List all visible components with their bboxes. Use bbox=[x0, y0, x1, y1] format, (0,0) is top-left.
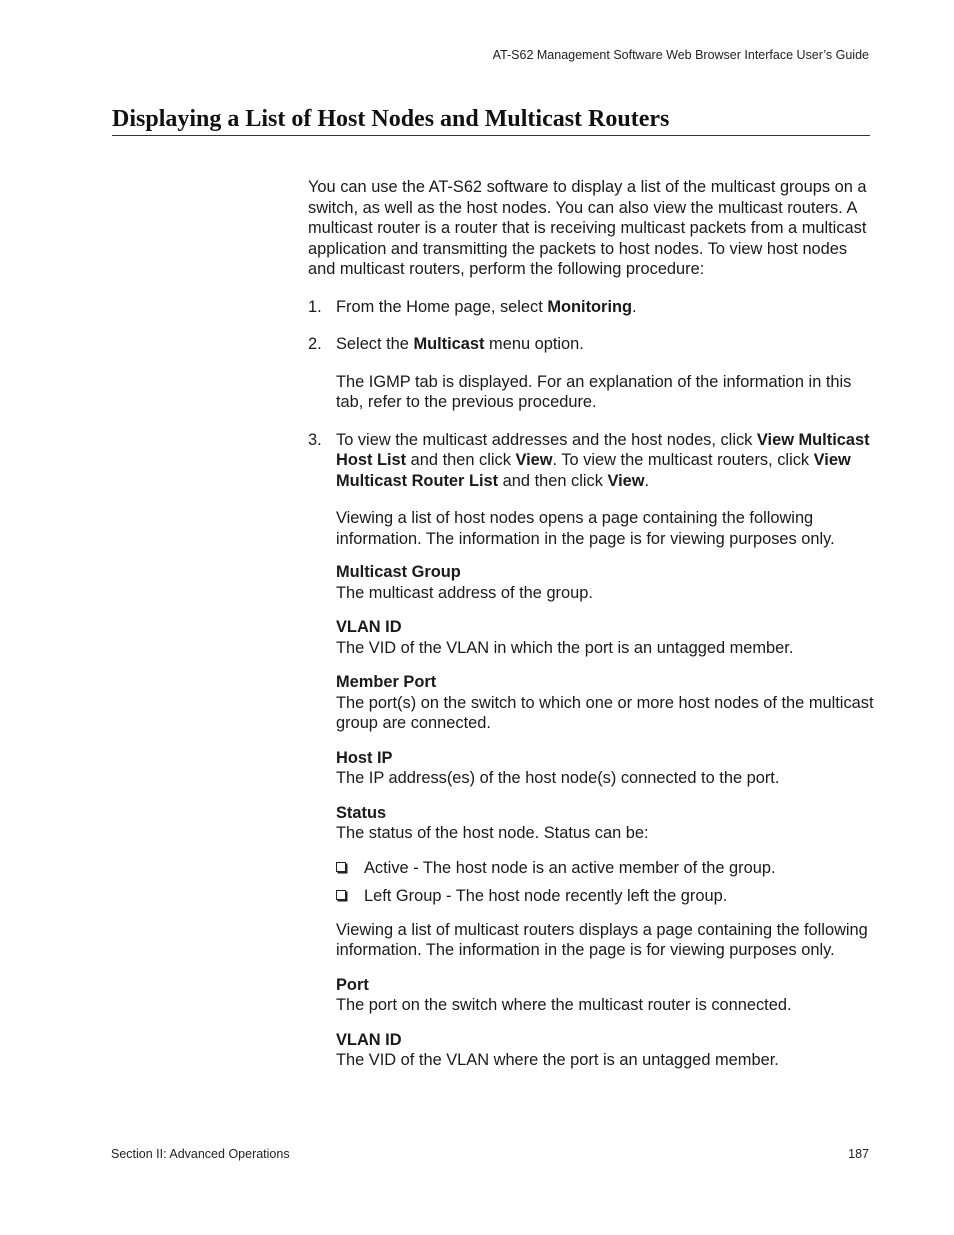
running-header: AT-S62 Management Software Web Browser Interface User’s Guide bbox=[492, 48, 869, 62]
list-item-text: Active - The host node is an active member of the group. bbox=[364, 858, 776, 877]
checkbox-bullet-icon bbox=[336, 890, 346, 900]
host-fields-list bbox=[308, 562, 874, 1071]
definition-term: Host IP bbox=[336, 748, 393, 767]
intro-paragraph: You can use the AT-S62 software to display a list of the multicast groups on a switch, as well as the host nodes. You can also view the multicast routers. A multicast router is a router that is receiving multicast packets from a multicast application and transmitting the packets to host nodes. To view host nodes and multicast routers, perform the following procedure: bbox=[308, 178, 867, 278]
step-note: Viewing a list of host nodes opens a page containing the following information. The information in the page is for viewing purposes only. bbox=[336, 509, 835, 548]
definition-description: The port on the switch where the multicast router is connected. bbox=[336, 996, 792, 1014]
definition-description: The VID of the VLAN in which the port is an untagged member. bbox=[336, 638, 794, 657]
footer-section-label: Section II: Advanced Operations bbox=[111, 1147, 290, 1161]
step-number: 3. bbox=[308, 430, 322, 449]
list-item bbox=[336, 858, 874, 879]
definition-term: VLAN ID bbox=[336, 1030, 402, 1049]
step-number: 2. bbox=[308, 335, 322, 353]
step-text: To view the multicast addresses and the host nodes, click View Multicast Host List and then click View. To view the multicast routers, click View Multicast Router List and then click View. bbox=[336, 430, 870, 490]
checkbox-bullet-icon bbox=[336, 862, 346, 872]
step-number: 1. bbox=[308, 297, 322, 316]
step-1 bbox=[308, 297, 874, 318]
page-number: 187 bbox=[848, 1147, 869, 1161]
definition-term: Member Port bbox=[336, 673, 437, 691]
definition-term: Status bbox=[336, 803, 387, 822]
definition-description: The multicast address of the group. bbox=[336, 583, 593, 602]
definition-item bbox=[336, 672, 874, 734]
definition-term: Port bbox=[336, 975, 369, 994]
section-title: Displaying a List of Host Nodes and Multicast Routers bbox=[112, 106, 870, 136]
definition-item bbox=[336, 803, 874, 844]
definition-item bbox=[336, 562, 874, 603]
definition-description: The status of the host node. Status can be: bbox=[336, 824, 649, 842]
definition-term: VLAN ID bbox=[336, 618, 402, 636]
definition-item bbox=[336, 617, 874, 658]
definition-item bbox=[336, 1030, 874, 1071]
definition-term: Multicast Group bbox=[336, 563, 461, 581]
step-2 bbox=[308, 334, 874, 413]
definition-item bbox=[336, 748, 874, 789]
step-3 bbox=[308, 430, 874, 550]
step-text: Select the Multicast menu option. bbox=[336, 335, 584, 353]
definition-description: The VID of the VLAN where the port is an untagged member. bbox=[336, 1051, 779, 1069]
definition-item bbox=[336, 975, 874, 1016]
step-text: From the Home page, select Monitoring. bbox=[336, 297, 637, 316]
routers-intro-paragraph: Viewing a list of multicast routers displays a page containing the following information. The information in the page is for viewing purposes only. bbox=[336, 920, 868, 959]
definition-description: The port(s) on the switch to which one or more host nodes of the multicast group are connected. bbox=[336, 693, 874, 732]
status-values-list bbox=[336, 858, 874, 907]
definition-description: The IP address(es) of the host node(s) connected to the port. bbox=[336, 769, 780, 787]
body-content bbox=[308, 177, 874, 1085]
list-item bbox=[336, 886, 874, 907]
list-item-text: Left Group - The host node recently left the group. bbox=[364, 887, 728, 905]
step-note: The IGMP tab is displayed. For an explanation of the information in this tab, refer to the previous procedure. bbox=[336, 372, 852, 411]
